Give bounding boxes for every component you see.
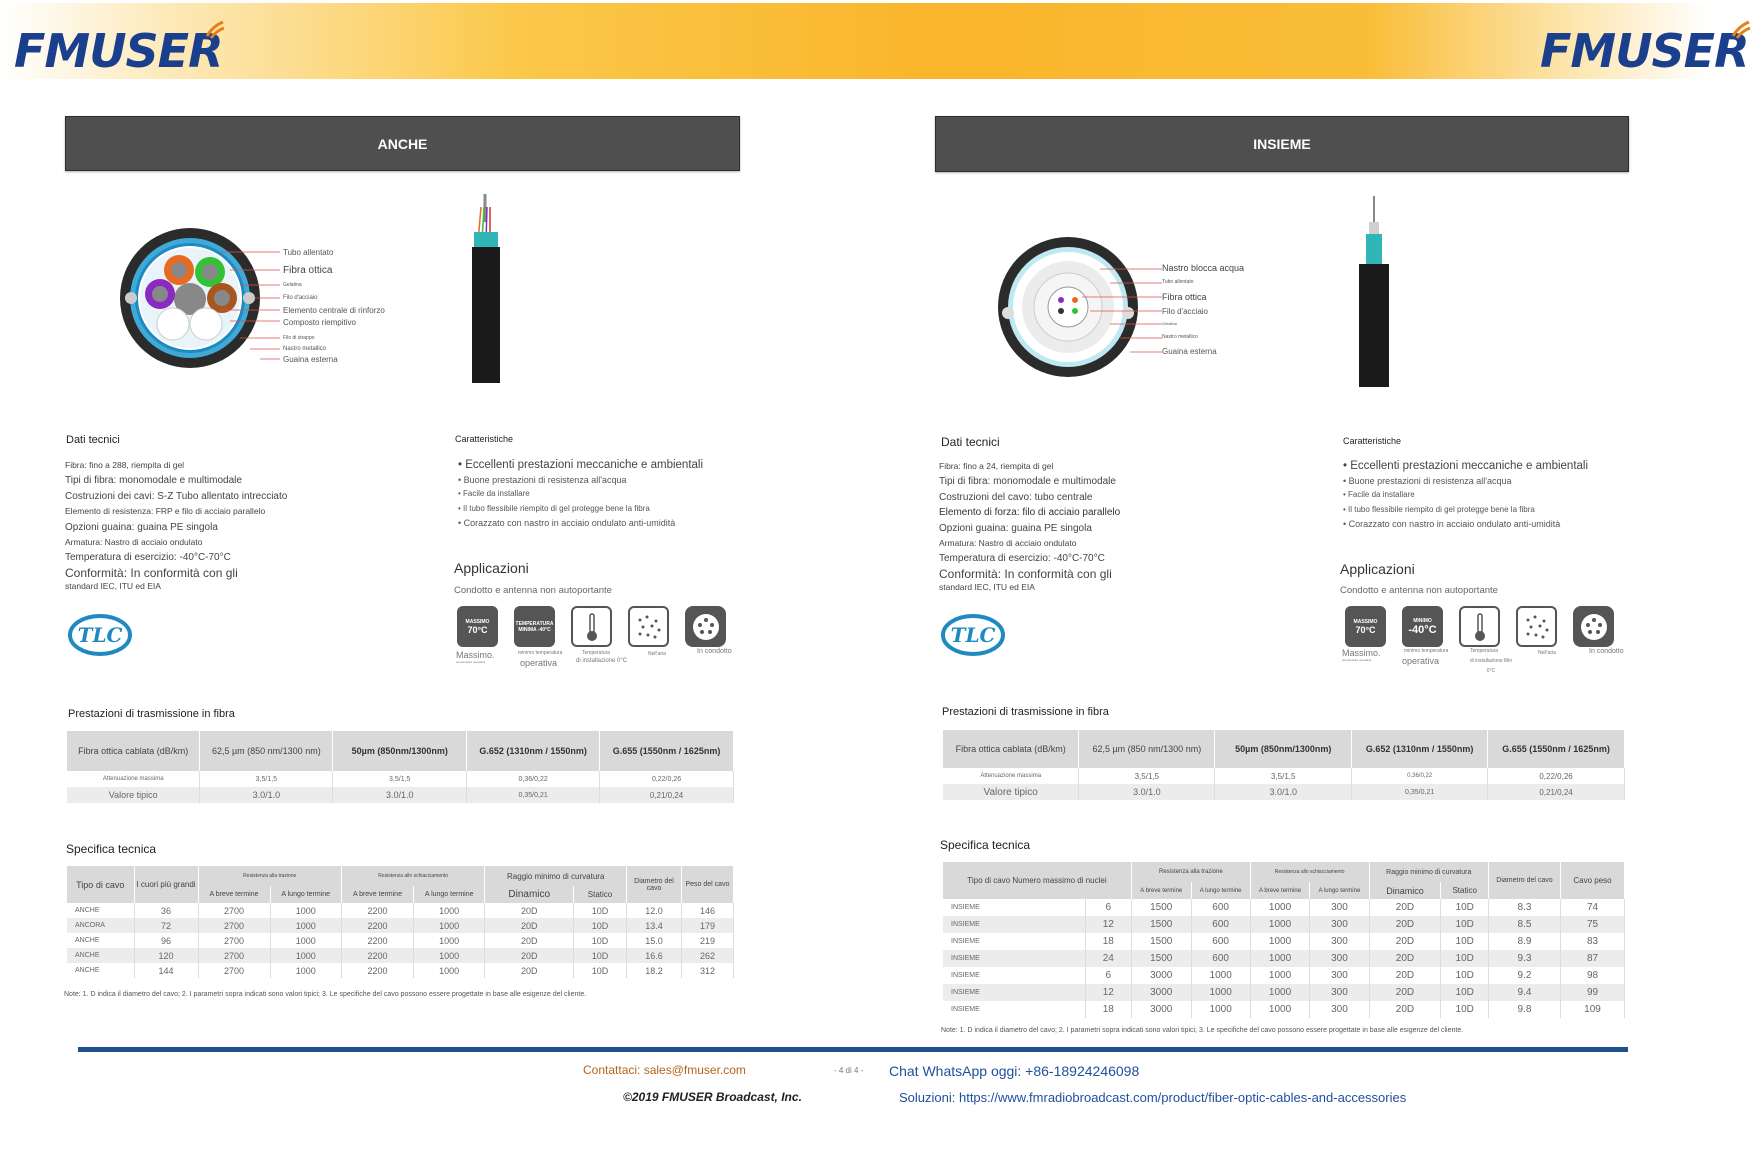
tech-data-list	[939, 459, 1120, 593]
table-cell: 600	[1191, 933, 1250, 950]
table-cell: 8.3	[1489, 899, 1561, 916]
table-cell: 1000	[270, 933, 341, 948]
icon-caption: temperatura operativa	[1342, 658, 1372, 662]
table-cell: 1000	[413, 963, 484, 978]
table-cell: 20D	[1369, 984, 1441, 1001]
header-band	[0, 3, 1709, 79]
feature-item: • Buone prestazioni di resistenza all'acqua	[458, 474, 627, 485]
icon-caption: In condotto	[697, 648, 732, 655]
copyright: ©2019 FMUSER Broadcast, Inc.	[623, 1090, 802, 1104]
table-header: 50µm (850nm/1300nm)	[333, 731, 467, 771]
table-cell: 1500	[1131, 950, 1191, 967]
tlc-logo	[68, 614, 132, 656]
table-header: 62,5 µm (850 nm/1300 nm)	[1079, 730, 1215, 768]
table-cell: 1000	[270, 963, 341, 978]
table-cell: 144	[134, 963, 198, 978]
icon-caption: di installazione 0°C	[576, 658, 628, 664]
applications-subtitle: Condotto e antenna non autoportante	[1340, 585, 1498, 596]
tech-item: Tipi di fibra: monomodale e multimodale	[65, 475, 242, 487]
table-cell: 20D	[1369, 933, 1441, 950]
label-metal-tape: Nastro metallico	[1162, 334, 1198, 340]
table-cell: 1000	[1250, 899, 1310, 916]
tech-item: Fibra: fino a 288, riempita di gel	[65, 460, 185, 470]
table-cell: 83	[1561, 933, 1625, 950]
table-header: 50µm (850nm/1300nm)	[1215, 730, 1352, 768]
table-cell: 8.9	[1489, 933, 1561, 950]
table-cell: 10D	[574, 963, 627, 978]
table-cell: 20D	[485, 918, 574, 933]
table-row	[67, 963, 734, 978]
table-cell: 10D	[574, 918, 627, 933]
table-cell: 15.0	[627, 933, 682, 948]
table-cell: 20D	[1369, 916, 1441, 933]
feature-item: • Corazzato con nastro in acciaio ondulato anti-umidità	[1343, 519, 1561, 529]
label-ripcord: Filo di strappo	[283, 335, 315, 341]
table-cell: 1000	[270, 948, 341, 963]
table-cell: 10D	[1441, 1001, 1489, 1018]
table-cell: 75	[1561, 916, 1625, 933]
table-cell: 6	[1085, 899, 1131, 916]
tech-item: Elemento di resistenza: FRP e filo di acciaio parallelo	[65, 506, 266, 517]
label-loose-tube: Tubo allentato	[283, 248, 334, 257]
table-row	[67, 933, 734, 948]
table-header: Fibra ottica cablata (dB/km)	[943, 730, 1079, 768]
label-gel: Gelatina	[1162, 321, 1177, 326]
table-cell: 20D	[485, 948, 574, 963]
table-cell: 18	[1085, 933, 1131, 950]
product-title: ANCHE	[377, 135, 428, 152]
table-cell: 12	[1085, 916, 1131, 933]
table-cell: 219	[682, 933, 734, 948]
icon-caption: Nell'aria	[648, 651, 666, 657]
table-cell: 1000	[1250, 967, 1310, 984]
label-optical-fiber: Fibra ottica	[1162, 292, 1207, 302]
table-cell: 1000	[1191, 984, 1250, 1001]
tech-item: Armatura: Nastro di acciaio ondulato	[939, 538, 1077, 549]
table-cell: 10D	[1441, 967, 1489, 984]
table-cell: 20D	[485, 933, 574, 948]
signal-waves-icon	[203, 18, 229, 40]
table-cell: 3000	[1131, 1001, 1191, 1018]
contact-email-link[interactable]: Contattaci: sales@fmuser.com	[583, 1063, 746, 1077]
table-cell: 1000	[1191, 1001, 1250, 1018]
min-temp-icon: MINIMO -40°C	[1402, 606, 1443, 647]
table-cell: 10D	[1441, 984, 1489, 1001]
tech-item: Fibra: fino a 24, riempita di gel	[939, 461, 1054, 471]
min-temp-icon: TEMPERATURA MINIMA -40°C	[514, 606, 555, 647]
table-cell: 9.3	[1489, 950, 1561, 967]
table-cell: INSIEME	[943, 933, 1085, 950]
label-optical-fiber: Fibra ottica	[283, 265, 333, 276]
features-list	[458, 458, 703, 531]
application-icons-row	[1345, 606, 1630, 647]
table-note: Note: 1. D indica il diametro del cavo; 2. I parametri sopra indicati sono valori tipici; 3. Le specifiche del cavo possono essere progettate in base alle esigenze del cliente.	[64, 991, 587, 998]
spec-table: Tipo di cavo Numero massimo di nuclei Resistenza alla trazione Resistenza allo schiacciamento Raggio minimo di curvatura Diametro del cavo Cavo peso A breve termine A lungo termine A breve termine A lungo termine Dinamico Statico INSIEME 6 1500 600 1000 300 20D 10D 8.3 74 INSIEME 12 1500 600 1000 300 20D 10D 8.5 75 INSIEME 18 1500 600 1000 300 20D 10D 8.9 83 INSIEME 24 1500 600 1000 300 20D 10D 9.3 87 INSIEME 6 3000 1000 1000 300 20D 10D 9.2 98 INSIEME 12 3000 1000 1000 300 20D 10D 9.4 99 INSIEME 18 3000 1000 1000 300 20D 10D 9.8 109	[943, 862, 1625, 1018]
table-row	[67, 948, 734, 963]
feature-item: • Facile da installare	[458, 489, 530, 498]
table-cell: 16.6	[627, 948, 682, 963]
table-cell: 1500	[1131, 916, 1191, 933]
table-cell: 300	[1310, 967, 1369, 984]
tech-item: Tipi di fibra: monomodale e multimodale	[939, 476, 1116, 488]
table-cell: 2700	[198, 948, 270, 963]
product-title-bar	[65, 116, 740, 171]
tech-item: Costruzioni del cavo: tubo centrale	[939, 491, 1093, 503]
table-cell: 96	[134, 933, 198, 948]
table-row	[67, 903, 734, 918]
table-cell: 18.2	[627, 963, 682, 978]
table-cell: 2700	[198, 963, 270, 978]
feature-item: • Buone prestazioni di resistenza all'acqua	[1343, 475, 1512, 486]
aerial-icon	[628, 606, 669, 647]
table-cell: INSIEME	[943, 1001, 1085, 1018]
table-cell: 1000	[1250, 933, 1310, 950]
table-cell: 10D	[1441, 950, 1489, 967]
fiber-performance-title: Prestazioni di trasmissione in fibra	[68, 708, 235, 720]
max-temp-icon: MASSIMO 70°C	[1345, 606, 1386, 647]
icon-caption: Temperatura	[1470, 648, 1499, 654]
tech-item: Conformità: In conformità con gli	[65, 565, 238, 580]
applications-subtitle: Condotto e antenna non autoportante	[454, 585, 612, 596]
table-cell: 1000	[1250, 950, 1310, 967]
table-cell: 2700	[198, 918, 270, 933]
table-cell: 2200	[341, 963, 413, 978]
tech-item: Temperatura di esercizio: -40°C-70°C	[939, 553, 1105, 565]
features-title: Caratteristiche	[1343, 436, 1402, 446]
table-cell: 300	[1310, 899, 1369, 916]
svg-text:TLC: TLC	[950, 623, 996, 647]
table-header: G.655 (1550nm / 1625nm)	[600, 731, 734, 771]
applications-title: Applicazioni	[454, 560, 529, 576]
features-list	[1343, 459, 1588, 532]
table-cell: 2200	[341, 933, 413, 948]
spec-title: Specifica tecnica	[940, 838, 1031, 852]
table-cell: 20D	[1369, 1001, 1441, 1018]
max-temp-icon: MASSIMO 70°C	[457, 606, 498, 647]
table-cell: 1000	[1250, 1001, 1310, 1018]
table-cell: 8.5	[1489, 916, 1561, 933]
table-row: Valore tipico 3.0/1.0 3.0/1.0 0,35/0,21 0,21/0,24	[943, 784, 1625, 800]
feature-item: • Corazzato con nastro in acciaio ondulato anti-umidità	[458, 518, 676, 528]
table-cell: 99	[1561, 984, 1625, 1001]
solutions-link[interactable]: Soluzioni: https://www.fmradiobroadcast.com/product/fiber-optic-cables-and-accessories	[899, 1090, 1407, 1105]
table-cell: 36	[134, 903, 198, 918]
table-header: G.652 (1310nm / 1550nm)	[467, 731, 600, 771]
table-cell: INSIEME	[943, 950, 1085, 967]
applications-title: Applicazioni	[1340, 561, 1415, 577]
table-header: G.652 (1310nm / 1550nm)	[1352, 730, 1488, 768]
table-cell: 146	[682, 903, 734, 918]
table-cell: INSIEME	[943, 899, 1085, 916]
table-cell: ANCORA	[67, 918, 134, 933]
table-cell: 10D	[1441, 933, 1489, 950]
table-cell: 1000	[270, 903, 341, 918]
label-loose-tube: Tubo allentato	[1162, 279, 1194, 285]
table-cell: 12.0	[627, 903, 682, 918]
table-cell: 600	[1191, 950, 1250, 967]
feature-item: • Il tubo flessibile riempito di gel protegge bene la fibra	[458, 503, 650, 513]
table-row	[943, 967, 1625, 984]
table-cell: 1000	[1250, 916, 1310, 933]
table-cell: 179	[682, 918, 734, 933]
table-cell: 10D	[1441, 899, 1489, 916]
table-cell: 10D	[574, 933, 627, 948]
tech-item: standard IEC, ITU ed EIA	[65, 581, 161, 592]
aerial-icon	[1516, 606, 1557, 647]
tech-item: Opzioni guaina: guaina PE singola	[65, 521, 218, 533]
table-note: Note: 1. D indica il diametro del cavo; 2. I parametri sopra indicati sono valori tipici; 3. Le specifiche del cavo possono essere progettate in base alle esigenze del cliente.	[941, 1027, 1464, 1034]
table-row: Valore tipico 3.0/1.0 3.0/1.0 0,35/0,21 0,21/0,24	[67, 787, 734, 803]
table-cell: 20D	[1369, 899, 1441, 916]
table-header: Fibra ottica cablata (dB/km)	[67, 731, 200, 771]
table-cell: 312	[682, 963, 734, 978]
table-header: G.655 (1550nm / 1625nm)	[1488, 730, 1625, 768]
callout-lines	[1070, 262, 1165, 357]
table-cell: INSIEME	[943, 916, 1085, 933]
icon-caption: In condotto	[1589, 648, 1624, 655]
application-icons-row	[457, 606, 742, 647]
table-cell: 2700	[198, 903, 270, 918]
table-row	[943, 899, 1625, 916]
thermometer-icon	[1459, 606, 1500, 647]
fiber-performance-table	[67, 731, 734, 803]
icon-caption: Massimo.	[456, 650, 495, 660]
callout-lines	[200, 245, 285, 365]
fiber-performance-title: Prestazioni di trasmissione in fibra	[942, 706, 1109, 718]
table-cell: 300	[1310, 916, 1369, 933]
tech-item: standard IEC, ITU ed EIA	[939, 582, 1035, 593]
label-steel-wire: Filo d'acciaio	[1162, 307, 1208, 316]
feature-item: • Facile da installare	[1343, 490, 1415, 499]
table-cell: INSIEME	[943, 984, 1085, 1001]
table-cell: 20D	[1369, 950, 1441, 967]
table-row	[943, 984, 1625, 1001]
table-row	[943, 916, 1625, 933]
label-water-blocking-tape: Nastro blocca acqua	[1162, 263, 1245, 273]
table-cell: 2700	[198, 933, 270, 948]
fmuser-logo-left: FMUSER	[14, 24, 223, 78]
label-metal-tape: Nastro metallico	[283, 346, 327, 352]
table-cell: 74	[1561, 899, 1625, 916]
whatsapp-link[interactable]: Chat WhatsApp oggi: +86-18924246098	[889, 1063, 1140, 1079]
table-cell: 20D	[1369, 967, 1441, 984]
signal-waves-icon	[1729, 18, 1755, 40]
table-cell: 9.8	[1489, 1001, 1561, 1018]
table-cell: 18	[1085, 1001, 1131, 1018]
spec-title: Specifica tecnica	[66, 842, 157, 856]
conduit-icon	[685, 606, 726, 647]
tech-item: Armatura: Nastro di acciaio ondulato	[65, 537, 203, 548]
cable-side-view-image	[1354, 194, 1394, 389]
table-cell: ANCHE	[67, 948, 134, 963]
table-cell: 2200	[341, 948, 413, 963]
feature-item: • Eccellenti prestazioni meccaniche e ambientali	[1343, 460, 1589, 472]
table-cell: ANCHE	[67, 933, 134, 948]
feature-item: • Eccellenti prestazioni meccaniche e ambientali	[458, 459, 704, 471]
table-cell: 10D	[574, 903, 627, 918]
tech-item: Opzioni guaina: guaina PE singola	[939, 522, 1092, 534]
conduit-icon	[1573, 606, 1614, 647]
table-cell: 10D	[1441, 916, 1489, 933]
tech-item: Temperatura di esercizio: -40°C-70°C	[65, 552, 231, 564]
icon-caption: Massimo.	[1342, 648, 1381, 658]
icon-caption: Nell'aria	[1538, 650, 1556, 656]
table-cell: 2200	[341, 918, 413, 933]
table-row: Attenuazione massima 3,5/1,5 3,5/1,5 0,36/0,22 0,22/0,26	[943, 768, 1625, 784]
table-cell: 120	[134, 948, 198, 963]
icon-caption: operativa	[1402, 656, 1440, 666]
table-row	[943, 933, 1625, 950]
table-cell: ANCHE	[67, 903, 134, 918]
table-cell: 1000	[1250, 984, 1310, 1001]
table-cell: 1500	[1131, 933, 1191, 950]
table-row: Attenuazione massima 3,5/1,5 3,5/1,5 0,36/0,22 0,22/0,26	[67, 771, 734, 787]
tech-data-title: Dati tecnici	[941, 435, 1000, 449]
icon-caption: temperatura operativa	[456, 660, 486, 664]
table-cell: 300	[1310, 950, 1369, 967]
table-cell: 1000	[1191, 967, 1250, 984]
features-title: Caratteristiche	[455, 434, 514, 444]
table-row	[67, 918, 734, 933]
icon-caption: minimo temperatura	[1404, 648, 1449, 654]
table-header: Tipo di cavo Numero massimo di nuclei	[943, 862, 1131, 899]
product-title: INSIEME	[1253, 136, 1311, 152]
table-cell: 300	[1310, 1001, 1369, 1018]
icon-caption: minimo temperatura	[518, 650, 563, 656]
table-cell: 3000	[1131, 984, 1191, 1001]
table-cell: 1000	[270, 918, 341, 933]
fmuser-logo-right: FMUSER	[1540, 24, 1749, 78]
table-cell: 300	[1310, 933, 1369, 950]
footer-divider	[78, 1047, 1628, 1052]
spec-table: Tipo di cavo I cuori più grandi Resistenza alla trazione Resistenza allo schiacciamento Raggio minimo di curvatura Diametro del cavo Peso del cavo A breve termine A lungo termine A breve termine A lungo termine Dinamico Statico ANCHE 36 2700 1000 2200 1000 20D 10D 12.0 146 ANCORA 72 2700 1000 2200 1000 20D 10D 13.4 179 ANCHE 96 2700 1000 2200 1000 20D 10D 15.0 219 ANCHE 120 2700 1000 2200 1000 20D 10D 16.6 262 ANCHE 144 2700 1000 2200 1000 20D 10D 18.2 312	[67, 866, 734, 978]
table-cell: 6	[1085, 967, 1131, 984]
label-steel-wire: Filo d'acciaio	[283, 295, 318, 301]
cable-side-view-image	[468, 192, 508, 387]
table-cell: 13.4	[627, 918, 682, 933]
icon-caption: di installazione Min 0°C	[1469, 658, 1513, 674]
thermometer-icon	[571, 606, 612, 647]
table-cell: INSIEME	[943, 967, 1085, 984]
label-central-strength-member: Elemento centrale di rinforzo	[283, 306, 385, 315]
svg-text:TLC: TLC	[77, 623, 123, 647]
table-cell: 98	[1561, 967, 1625, 984]
table-cell: 9.2	[1489, 967, 1561, 984]
table-cell: 20D	[485, 963, 574, 978]
tech-item: Costruzioni dei cavi: S-Z Tubo allentato intrecciato	[65, 490, 288, 502]
table-cell: 2200	[341, 903, 413, 918]
product-title-bar	[935, 116, 1629, 172]
table-cell: 1000	[413, 918, 484, 933]
table-cell: 20D	[485, 903, 574, 918]
table-cell: 10D	[574, 948, 627, 963]
table-cell: 72	[134, 918, 198, 933]
feature-item: • Il tubo flessibile riempito di gel protegge bene la fibra	[1343, 504, 1535, 514]
page-number: - 4 di 4 -	[834, 1066, 864, 1075]
table-cell: 24	[1085, 950, 1131, 967]
table-cell: 109	[1561, 1001, 1625, 1018]
label-gel: Gelatina	[283, 282, 302, 288]
table-cell: 1000	[413, 948, 484, 963]
table-row	[943, 950, 1625, 967]
table-header: 62,5 µm (850 nm/1300 nm)	[200, 731, 333, 771]
tech-data-title: Dati tecnici	[66, 434, 120, 446]
table-cell: 87	[1561, 950, 1625, 967]
tech-item: Conformità: In conformità con gli	[939, 566, 1112, 581]
table-row	[943, 1001, 1625, 1018]
tech-item: Elemento di forza: filo di acciaio parallelo	[939, 507, 1121, 519]
tech-data-list	[65, 458, 287, 592]
icon-caption: Temperatura	[582, 650, 611, 656]
table-cell: 600	[1191, 916, 1250, 933]
table-cell: 1000	[413, 903, 484, 918]
fiber-performance-table	[943, 730, 1625, 800]
table-cell: 600	[1191, 899, 1250, 916]
table-cell: 1500	[1131, 899, 1191, 916]
table-cell: 3000	[1131, 967, 1191, 984]
label-outer-sheath: Guaina esterna	[283, 355, 338, 364]
table-cell: ANCHE	[67, 963, 134, 978]
label-outer-sheath: Guaina esterna	[1162, 347, 1217, 356]
table-cell: 9.4	[1489, 984, 1561, 1001]
label-filling-compound: Composto riempitivo	[283, 318, 356, 327]
table-cell: 1000	[413, 933, 484, 948]
table-cell: 300	[1310, 984, 1369, 1001]
icon-caption: operativa	[520, 658, 558, 668]
table-cell: 12	[1085, 984, 1131, 1001]
table-cell: 262	[682, 948, 734, 963]
tlc-logo	[941, 614, 1005, 656]
